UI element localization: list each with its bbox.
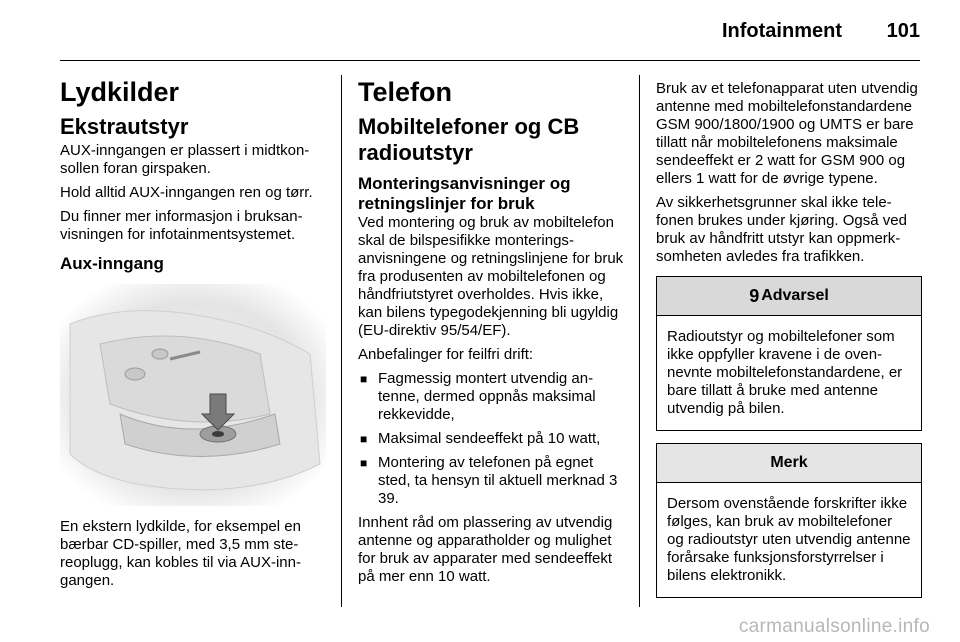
warning-title: Advarsel [761,287,829,304]
heading-monteringsanvisninger: Monteringsanvisninger og retningslinjer for bruk [358,174,571,213]
paragraph: Anbefalinger for feilfri drift: [358,346,534,363]
page-header [0,0,960,60]
aux-input-illustration [60,284,326,506]
warning-header [657,277,921,316]
note-title: Merk [770,454,808,471]
paragraph: Ved montering og bruk av mobiltelefon skal de bilspesifikke monteringsanvisningene og retningslinjene for bruk fra produsenten av mobiltelefonen og håndfriutstyret overholdes. Hvis ikke, kan bilens typegodekjenning bli ugyldig (EU-direktiv 95/54/EF). [358,214,624,339]
header-rule [60,60,920,61]
list-item: ■ Fagmessig montert utvendig antenne, dermed oppnås maksimal rekkevidde, [358,370,624,424]
list-item: ■ Maksimal sendeeffekt på 10 watt, [358,430,624,448]
section-title: Infotainment [722,20,842,42]
warning-text: Radioutstyr og mobiltelefoner som ikke oppfyller kravene i de ovennevnte mobiltelefonstandardene, er bare tillatt å bruke med antenne utvendig på bilen. [667,328,903,417]
note-text: Dersom ovenstående forskrifter ikke følges, kan bruk av mobiltelefoner og radioutstyr uten utvendig antenne forårsake funksjonsforstyrrelser i bilens elektronikk. [667,495,911,584]
warning-box [656,276,922,431]
list-item: ■ Montering av telefonen på egnet sted, ta hensyn til aktuell merknad 3 39. [358,454,624,508]
paragraph: AUX-inngangen er plassert i midtkonsollen foran girspaken. [60,142,310,177]
heading-lydkilder: Lydkilder [60,77,180,107]
page-number: 101 [886,20,920,42]
column-divider-2 [639,75,640,607]
heading-mobiltelefoner: Mobiltelefoner og CB radioutstyr [358,114,580,165]
watermark: carmanualsonline.info [738,616,930,637]
paragraph: Innhent råd om plassering av utvendig antenne og apparatholder og mulighet for bruk av apparater med sendeeffekt på mer enn 10 watt. [358,514,613,585]
paragraph: Hold alltid AUX-inngangen ren og tørr. [60,184,313,201]
paragraph: Bruk av et telefonapparat uten utvendig antenne med mobiltelefonstandardene GSM 900/1800/1900 og UMTS er bare tillatt når mobiltelefonens maksimale sendeeffekt er 2 watt for GSM 900 og ellers 1 watt for de øvrige typene. [656,80,918,187]
paragraph: Av sikkerhetsgrunner skal ikke telefonen brukes under kjøring. Også ved bruk av håndfritt utstyr kan oppmerksomheten avledes fra trafikken. [656,194,907,265]
column-2 [358,68,624,592]
heading-ekstrautstyr: Ekstrautstyr [60,114,189,139]
column-3 [656,80,922,610]
heading-aux-inngang: Aux-inngang [60,254,164,273]
recommendation-list [358,370,624,508]
heading-telefon: Telefon [358,77,452,107]
note-header [657,444,921,483]
paragraph: En ekstern lydkilde, for eksempel en bærbar CD-spiller, med 3,5 mm stereoplugg, kan kobles til via AUX-inngangen. [60,518,301,589]
paragraph: Du finner mer informasjon i bruksanvisningen for infotainmentsystemet. [60,208,303,243]
column-divider-1 [341,75,342,607]
warning-icon: 9 [749,285,760,306]
note-box [656,443,922,598]
column-1 [60,68,326,596]
